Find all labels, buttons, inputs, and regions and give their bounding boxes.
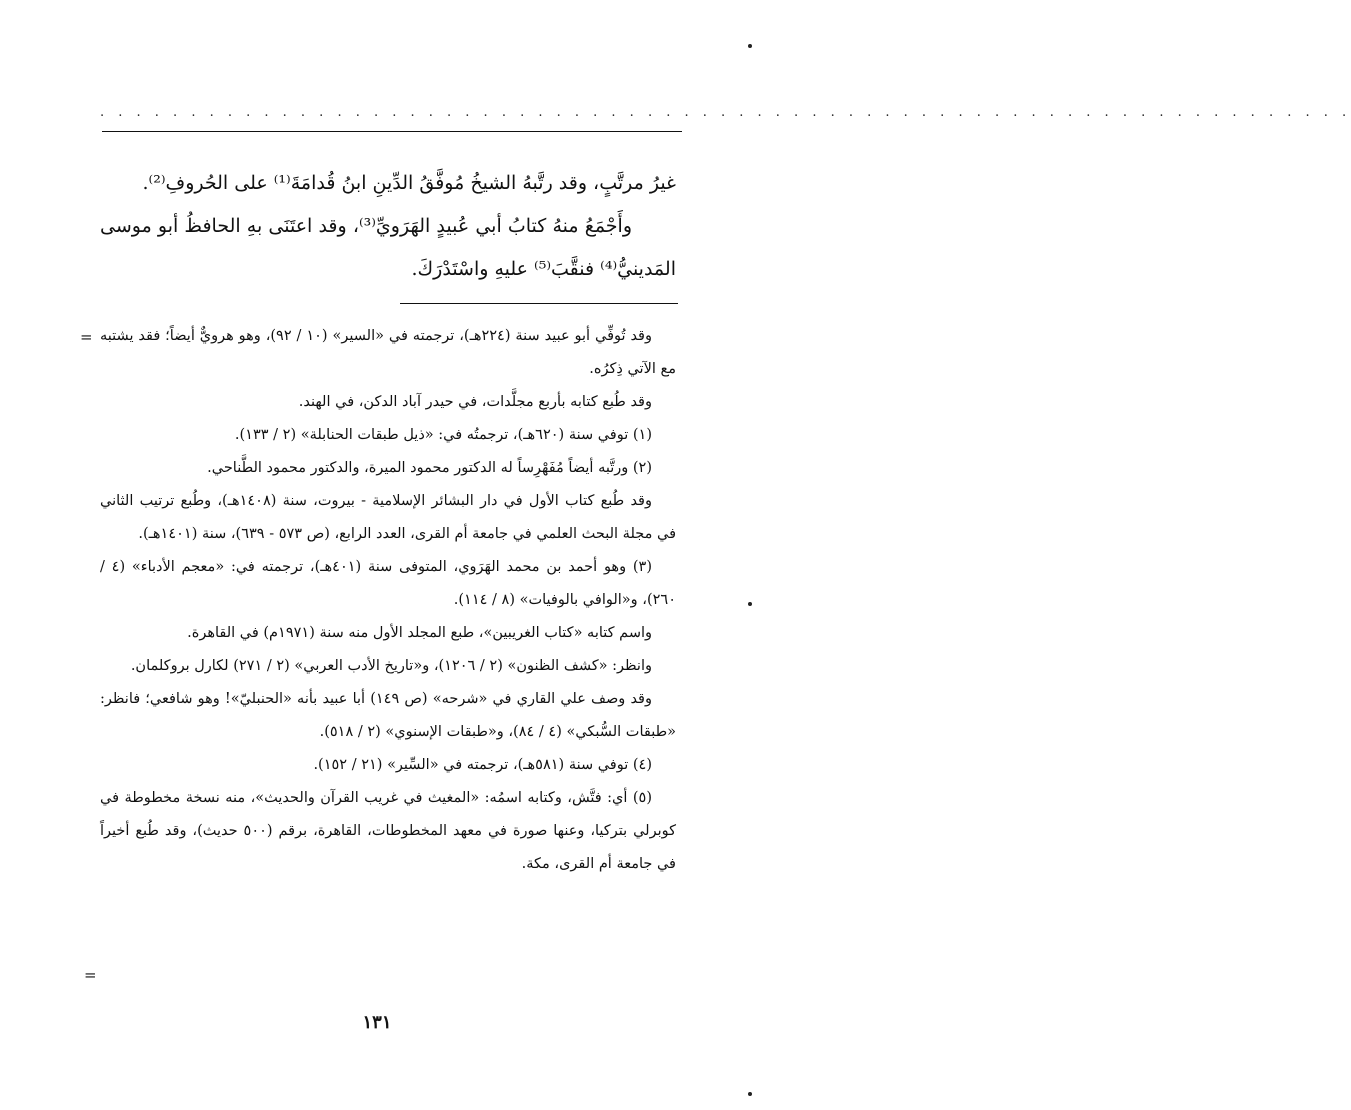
footnote-paragraph: وقد طُبع كتاب الأول في دار البشائر الإسلامية - بيروت، سنة (١٤٠٨هـ)، وطُبع ترتيب الثاني في مجلة البحث العلمي في جامعة أم القرى، العدد الرابع، (ص ٥٧٣ - ٦٣٩)، سنة (١٤٠١هـ).	[100, 493, 676, 542]
margin-mark	[748, 1092, 752, 1096]
main-text	[100, 162, 676, 291]
margin-mark	[748, 602, 752, 606]
footnote-separator	[400, 303, 678, 304]
page-number: ١٣١	[362, 1012, 392, 1033]
continues-marker: =	[84, 966, 97, 984]
header-rule	[102, 131, 682, 132]
footnote-2: (٢) ورتَّبه أيضاً مُفَهْرِساً له الدكتور محمود الميرة، والدكتور محمود الطَّناحي.	[207, 460, 652, 476]
footnote-4: (٤) توفي سنة (٥٨١هـ)، ترجمته في «السِّير» (٢١ / ١٥٢).	[313, 757, 652, 773]
main-line-2: وأَجْمَعُ منهُ كتابُ أبي عُبيدٍ الهَرَويِّ⁽³⁾، وقد اعتَنَى بهِ الحافظُ أبو موسى المَدينيُّ⁽⁴⁾ فنقَّبَ⁽⁵⁾ عليهِ واسْتَدْرَكَ.	[100, 215, 676, 280]
footnote-5: (٥) أي: فتَّش، وكتابه اسمُه: «المغيث في غريب القرآن والحديث»، منه نسخة مخطوطة في كوبرلي بتركيا، وعنها صورة في معهد المخطوطات، القاهرة، برقم (٥٠٠ حديث)، وقد طُبع أخيراً في جامعة أم القرى، مكة.	[100, 790, 677, 872]
continuation-marker: =	[80, 328, 93, 346]
header-dotted-line: . . . . . . . . . . . . . . . . . . . . . . . . . . . . . . . . . . . . . . . . . . . . . . . . . . . . . . . . . . . . . . . . . . . . .	[100, 105, 1351, 120]
margin-mark	[748, 44, 752, 48]
footnote-paragraph: وقد طُبع كتابه بأربع مجلَّدات، في حيدر آباد الدكن، في الهند.	[298, 394, 652, 410]
main-line-1: غيرُ مرتَّبٍ، وقد رتَّبهُ الشيخُ مُوفَّقُ الدِّينِ ابنُ قُدامَةَ⁽¹⁾ على الحُروفِ⁽²⁾.	[142, 172, 676, 194]
footnotes	[100, 320, 676, 881]
footnote-paragraph: وقد تُوفِّي أبو عبيد سنة (٢٢٤هـ)، ترجمته في «السير» (١٠ / ٩٢)، وهو هرويٌّ أيضاً؛ فقد يشتبه مع الآتي ذِكرُه.	[100, 328, 676, 377]
footnote-3: (٣) وهو أحمد بن محمد الهَرَوي، المتوفى سنة (٤٠١هـ)، ترجمته في: «معجم الأدباء» (٤ / ٢٦٠)، و«الوافي بالوفيات» (٨ / ١١٤).	[100, 559, 676, 608]
footnote-paragraph: وانظر: «كشف الظنون» (٢ / ١٢٠٦)، و«تاريخ الأدب العربي» (٢ / ٢٧١) لكارل بروكلمان.	[130, 658, 652, 674]
footnote-paragraph: واسم كتابه «كتاب الغريبين»، طبع المجلد الأول منه سنة (١٩٧١م) في القاهرة.	[187, 625, 652, 641]
footnote-1: (١) توفي سنة (٦٢٠هـ)، ترجمتُه في: «ذيل طبقات الحنابلة» (٢ / ١٣٣).	[234, 427, 652, 443]
footnote-paragraph: وقد وصف علي القاري في «شرحه» (ص ١٤٩) أبا عبيد بأنه «الحنبليّ»! وهو شافعي؛ فانظر: «طبقات السُّبكي» (٤ / ٨٤)، و«طبقات الإسنوي» (٢ / ٥١٨).	[100, 691, 676, 740]
